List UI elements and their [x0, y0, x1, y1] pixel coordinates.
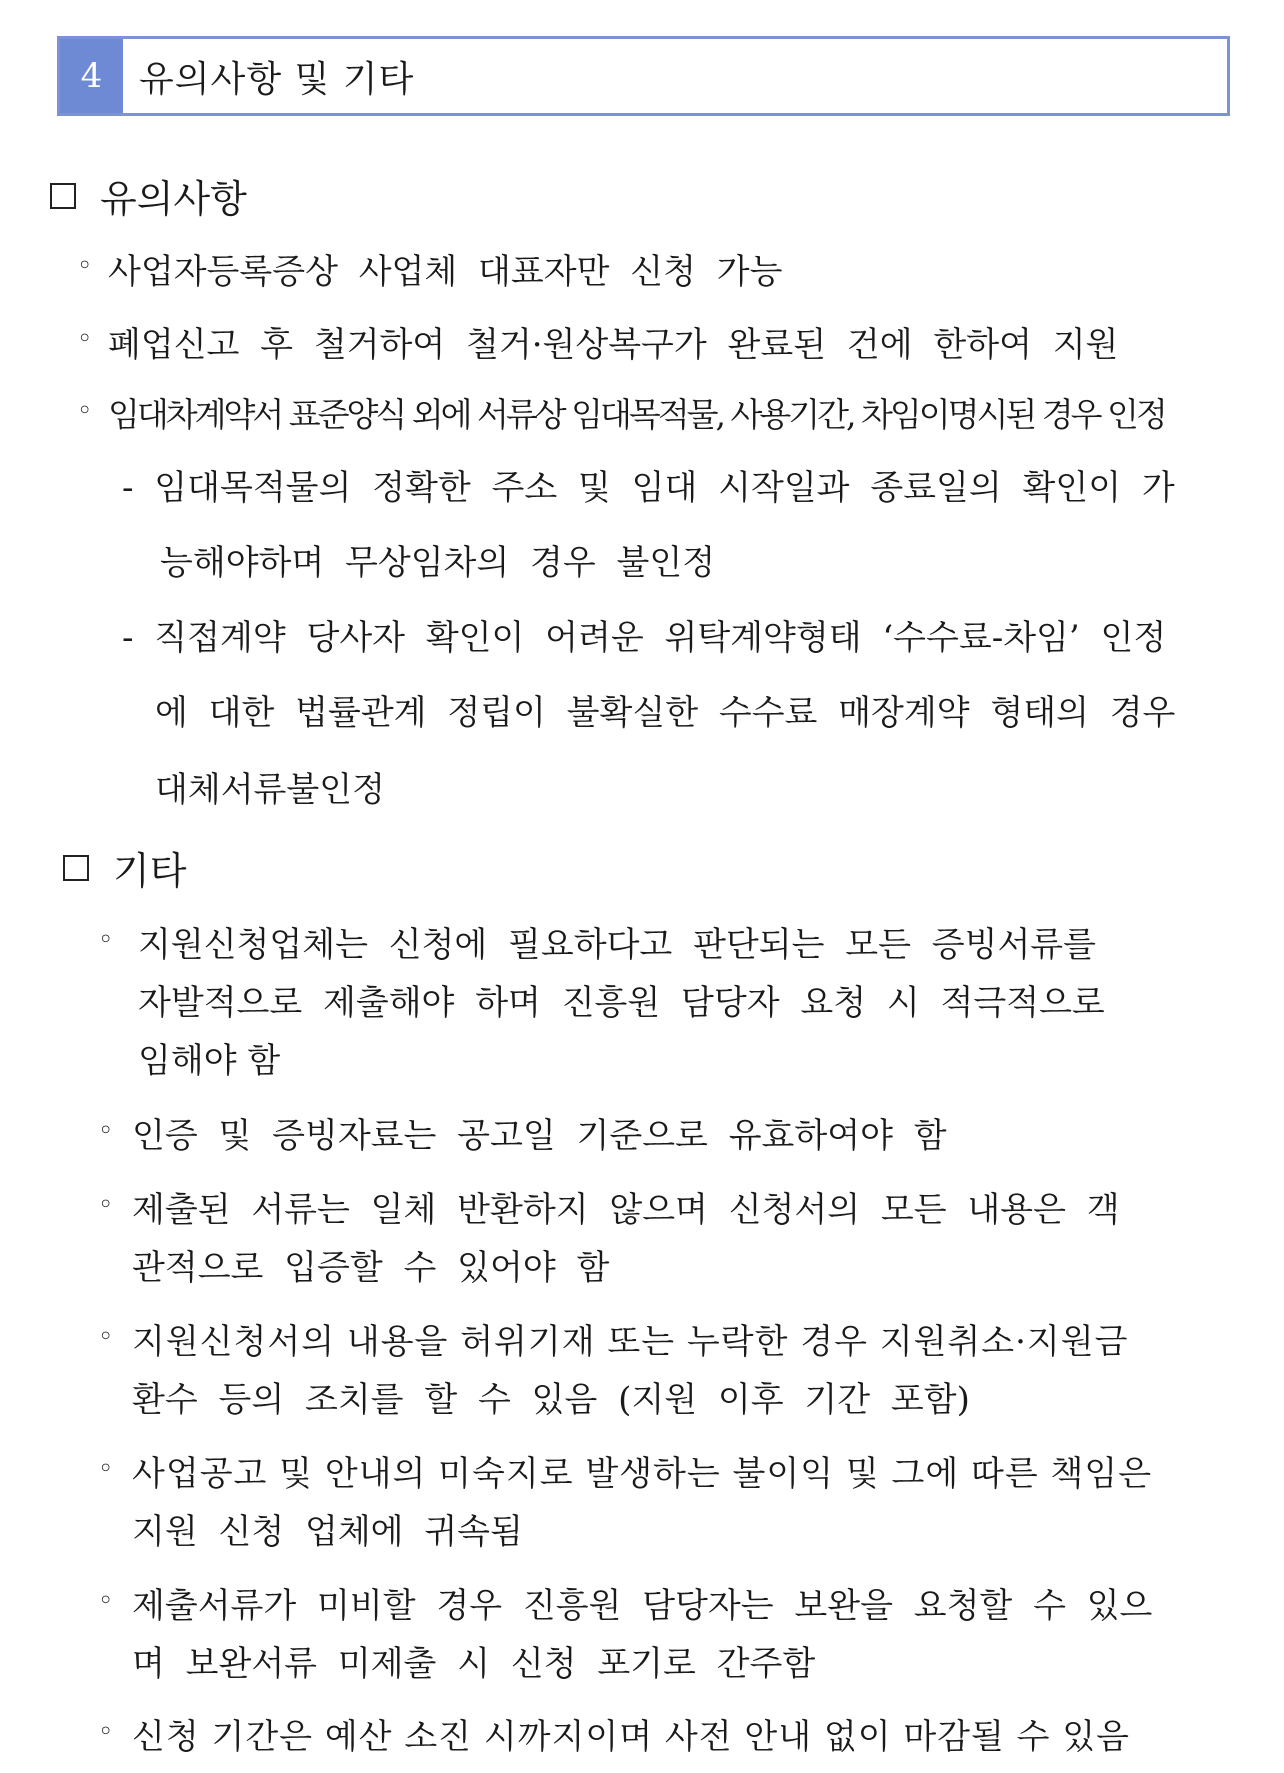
cautions-heading-text: 유의사항	[100, 177, 247, 221]
bullet-icon: ◦	[77, 324, 93, 354]
others-heading	[63, 840, 186, 895]
others-line: 제출서류가 미비할 경우 진흥원 담당자는 보완을 요청할 수 있으	[132, 1586, 1153, 1626]
bullet-icon: ◦	[77, 251, 93, 281]
bullet-icon: ◦	[98, 1586, 114, 1616]
cautions-heading	[50, 168, 247, 223]
caution-subline: - 임대목적물의 정확한 주소 및 임대 시작일과 종료일의 확인이 가	[122, 468, 1175, 508]
bullet-icon: ◦	[77, 396, 93, 426]
bullet-icon: ◦	[98, 925, 114, 955]
caution-subline: 대체서류불인정	[155, 770, 385, 810]
bullet-icon: ◦	[98, 1116, 114, 1146]
section-title: 유의사항 및 기타	[139, 58, 415, 100]
section-number: 4	[60, 39, 123, 113]
others-line: 관적으로 입증할 수 있어야 함	[132, 1248, 610, 1288]
checkbox-icon	[63, 855, 89, 881]
bullet-icon: ◦	[98, 1454, 114, 1484]
others-line: 제출된 서류는 일체 반환하지 않으며 신청서의 모든 내용은 객	[132, 1190, 1120, 1230]
caution-subline: 능해야하며 무상임차의 경우 불인정	[160, 543, 716, 583]
caution-line: 임대차계약서 표준양식 외에 서류상 임대목적물, 사용기간, 차임이명시된 경우 인정	[108, 395, 1165, 434]
others-line: 지원신청서의 내용을 허위기재 또는 누락한 경우 지원취소·지원금	[132, 1322, 1129, 1362]
others-heading-text: 기타	[113, 849, 187, 893]
section-header	[57, 36, 1230, 116]
others-line: 사업공고 및 안내의 미숙지로 발생하는 불이익 및 그에 따른 책임은	[132, 1454, 1153, 1494]
bullet-icon: ◦	[98, 1322, 114, 1352]
caution-line: 폐업신고 후 철거하여 철거·원상복구가 완료된 건에 한하여 지원	[108, 325, 1119, 365]
caution-line: 사업자등록증상 사업체 대표자만 신청 가능	[108, 252, 783, 292]
others-line: 임해야 함	[138, 1041, 281, 1081]
others-line: 인증 및 증빙자료는 공고일 기준으로 유효하여야 함	[132, 1116, 947, 1156]
others-line: 지원신청업체는 신청에 필요하다고 판단되는 모든 증빙서류를	[138, 925, 1096, 965]
caution-subline: 에 대한 법률관계 정립이 불확실한 수수료 매장계약 형태의 경우	[155, 693, 1176, 733]
others-line: 지원 신청 업체에 귀속됨	[132, 1512, 523, 1552]
others-line: 자발적으로 제출해야 하며 진흥원 담당자 요청 시 적극적으로	[138, 983, 1105, 1023]
others-line: 신청 기간은 예산 소진 시까지이며 사전 안내 없이 마감될 수 있음	[132, 1717, 1131, 1757]
caution-subline: - 직접계약 당사자 확인이 어려운 위탁계약형태 ‘수수료-차임’ 인정	[122, 618, 1167, 658]
bullet-icon: ◦	[98, 1190, 114, 1220]
checkbox-icon	[50, 183, 76, 209]
others-line: 환수 등의 조치를 할 수 있음 (지원 이후 기간 포함)	[132, 1380, 970, 1420]
bullet-icon: ◦	[98, 1717, 114, 1747]
others-line: 며 보완서류 미제출 시 신청 포기로 간주함	[132, 1644, 816, 1684]
